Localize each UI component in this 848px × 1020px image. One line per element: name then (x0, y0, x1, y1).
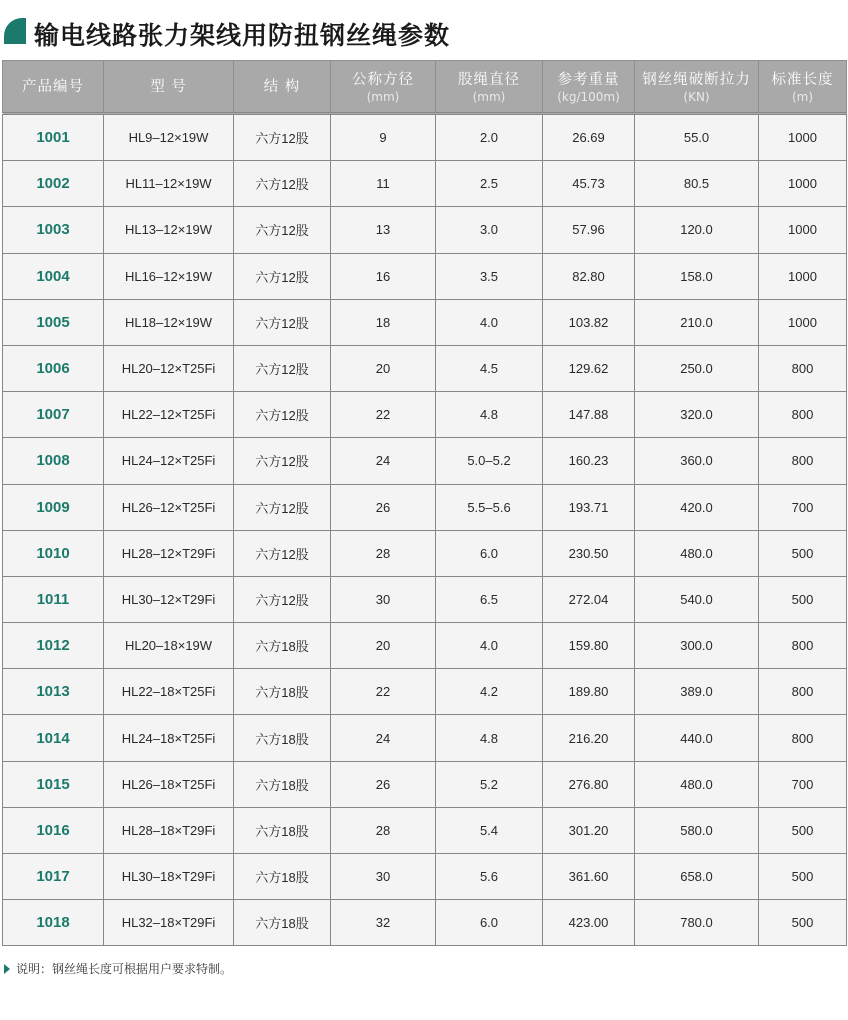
table-cell: 57.96 (543, 207, 635, 253)
table-cell: 1000 (759, 253, 847, 299)
table-cell: 28 (331, 530, 436, 576)
table-cell: HL30–18×T29Fi (104, 854, 234, 900)
table-cell: 5.6 (436, 854, 543, 900)
table-cell: 500 (759, 576, 847, 622)
table-cell: HL22–12×T25Fi (104, 392, 234, 438)
footnote-text: 说明：钢丝绳长度可根据用户要求特制。 (16, 962, 233, 976)
table-cell: HL24–12×T25Fi (104, 438, 234, 484)
table-cell: 129.62 (543, 345, 635, 391)
table-cell: 六方12股 (234, 114, 331, 161)
table-row (3, 530, 847, 576)
spec-table (2, 60, 847, 946)
table-row (3, 854, 847, 900)
table-cell: 5.5–5.6 (436, 484, 543, 530)
table-cell: 26 (331, 484, 436, 530)
table-cell: 六方12股 (234, 161, 331, 207)
product-code-cell: 1001 (3, 114, 104, 161)
table-cell: 216.20 (543, 715, 635, 761)
column-header (3, 61, 104, 114)
column-header-unit: (mm) (366, 89, 400, 104)
table-body (3, 114, 847, 946)
product-code-cell: 1010 (3, 530, 104, 576)
column-header-label: 标准长度 (771, 71, 834, 88)
table-cell: 800 (759, 715, 847, 761)
table-cell: 360.0 (635, 438, 759, 484)
table-cell: 六方12股 (234, 484, 331, 530)
table-cell: 159.80 (543, 623, 635, 669)
table-cell: 3.5 (436, 253, 543, 299)
table-cell: 272.04 (543, 576, 635, 622)
table-row (3, 900, 847, 946)
table-cell: 800 (759, 669, 847, 715)
table-cell: 45.73 (543, 161, 635, 207)
table-cell: 2.5 (436, 161, 543, 207)
table-cell: 301.20 (543, 807, 635, 853)
table-cell: 250.0 (635, 345, 759, 391)
table-cell: 六方18股 (234, 807, 331, 853)
table-cell: 3.0 (436, 207, 543, 253)
table-cell: 16 (331, 253, 436, 299)
table-cell: 30 (331, 576, 436, 622)
table-cell: 361.60 (543, 854, 635, 900)
product-code-cell: 1015 (3, 761, 104, 807)
table-cell: 1000 (759, 161, 847, 207)
column-header-label: 结 构 (263, 78, 301, 95)
table-cell: 六方12股 (234, 576, 331, 622)
product-code-cell: 1013 (3, 669, 104, 715)
product-code-cell: 1004 (3, 253, 104, 299)
product-code-cell: 1005 (3, 299, 104, 345)
table-cell: HL11–12×19W (104, 161, 234, 207)
table-row (3, 761, 847, 807)
title-marker-icon (4, 18, 26, 44)
table-cell: HL32–18×T29Fi (104, 900, 234, 946)
table-cell: 6.5 (436, 576, 543, 622)
table-cell: 24 (331, 438, 436, 484)
table-cell: 六方18股 (234, 715, 331, 761)
table-cell: 6.0 (436, 530, 543, 576)
table-cell: 147.88 (543, 392, 635, 438)
product-code-cell: 1008 (3, 438, 104, 484)
table-cell: 230.50 (543, 530, 635, 576)
table-cell: HL30–12×T29Fi (104, 576, 234, 622)
table-cell: 26 (331, 761, 436, 807)
table-cell: 六方12股 (234, 345, 331, 391)
table-cell: 800 (759, 392, 847, 438)
table-row (3, 392, 847, 438)
table-cell: 六方18股 (234, 623, 331, 669)
table-cell: 103.82 (543, 299, 635, 345)
table-cell: 82.80 (543, 253, 635, 299)
table-row (3, 576, 847, 622)
table-cell: 480.0 (635, 530, 759, 576)
table-cell: 658.0 (635, 854, 759, 900)
table-cell: 9 (331, 114, 436, 161)
product-code-cell: 1014 (3, 715, 104, 761)
column-header-label: 型 号 (150, 78, 187, 95)
product-code-cell: 1016 (3, 807, 104, 853)
table-cell: 26.69 (543, 114, 635, 161)
table-cell: 389.0 (635, 669, 759, 715)
table-cell: 六方12股 (234, 207, 331, 253)
table-cell: 六方12股 (234, 299, 331, 345)
footnote (4, 960, 232, 977)
table-cell: 540.0 (635, 576, 759, 622)
table-cell: 4.8 (436, 715, 543, 761)
column-header-label: 公称方径 (352, 71, 414, 88)
column-header (436, 61, 543, 114)
table-cell: HL24–18×T25Fi (104, 715, 234, 761)
table-cell: HL20–12×T25Fi (104, 345, 234, 391)
table-cell: HL28–18×T29Fi (104, 807, 234, 853)
product-code-cell: 1006 (3, 345, 104, 391)
column-header-unit: (KN) (683, 89, 710, 104)
table-cell: 28 (331, 807, 436, 853)
table-cell: 六方12股 (234, 253, 331, 299)
page-title: 输电线路张力架线用防扭钢丝绳参数 (34, 21, 451, 50)
table-cell: 22 (331, 669, 436, 715)
table-cell: 4.0 (436, 623, 543, 669)
product-code-cell: 1007 (3, 392, 104, 438)
table-row (3, 623, 847, 669)
table-cell: 800 (759, 438, 847, 484)
product-code-cell: 1011 (3, 576, 104, 622)
table-cell: 六方18股 (234, 854, 331, 900)
table-row (3, 299, 847, 345)
table-cell: 423.00 (543, 900, 635, 946)
table-cell: 1000 (759, 114, 847, 161)
table-cell: HL9–12×19W (104, 114, 234, 161)
table-cell: 500 (759, 807, 847, 853)
table-cell: 500 (759, 854, 847, 900)
table-cell: 5.4 (436, 807, 543, 853)
column-header-unit: (mm) (472, 89, 506, 104)
table-row (3, 114, 847, 161)
table-cell: HL13–12×19W (104, 207, 234, 253)
table-cell: 六方12股 (234, 392, 331, 438)
table-cell: 700 (759, 484, 847, 530)
product-code-cell: 1017 (3, 854, 104, 900)
column-header-unit: (kg/100m) (557, 89, 620, 104)
column-header (234, 61, 331, 114)
table-cell: 1000 (759, 299, 847, 345)
table-cell: 700 (759, 761, 847, 807)
table-cell: 2.0 (436, 114, 543, 161)
table-cell: HL28–12×T29Fi (104, 530, 234, 576)
table-cell: 六方12股 (234, 438, 331, 484)
table-cell: 276.80 (543, 761, 635, 807)
column-header-label: 产品编号 (22, 78, 84, 95)
table-cell: 780.0 (635, 900, 759, 946)
table-cell: 11 (331, 161, 436, 207)
arrow-right-icon (4, 964, 10, 974)
table-row (3, 438, 847, 484)
table-cell: 20 (331, 345, 436, 391)
table-cell: 440.0 (635, 715, 759, 761)
table-row (3, 484, 847, 530)
column-header-label: 钢丝绳破断拉力 (642, 71, 751, 88)
table-cell: 18 (331, 299, 436, 345)
table-cell: 六方12股 (234, 530, 331, 576)
table-cell: 55.0 (635, 114, 759, 161)
table-cell: 480.0 (635, 761, 759, 807)
table-cell: 320.0 (635, 392, 759, 438)
table-cell: 24 (331, 715, 436, 761)
table-cell: 193.71 (543, 484, 635, 530)
table-cell: 4.0 (436, 299, 543, 345)
table-cell: 4.5 (436, 345, 543, 391)
column-header (635, 61, 759, 114)
table-row (3, 807, 847, 853)
table-cell: 六方18股 (234, 900, 331, 946)
table-cell: 189.80 (543, 669, 635, 715)
table-row (3, 345, 847, 391)
table-cell: 32 (331, 900, 436, 946)
table-cell: 5.2 (436, 761, 543, 807)
table-cell: 30 (331, 854, 436, 900)
table-cell: 5.0–5.2 (436, 438, 543, 484)
table-cell: 800 (759, 345, 847, 391)
column-header (759, 61, 847, 114)
table-cell: HL18–12×19W (104, 299, 234, 345)
column-header (543, 61, 635, 114)
table-row (3, 715, 847, 761)
table-cell: 4.8 (436, 392, 543, 438)
table-cell: HL26–18×T25Fi (104, 761, 234, 807)
table-cell: 80.5 (635, 161, 759, 207)
product-code-cell: 1002 (3, 161, 104, 207)
table-cell: 800 (759, 623, 847, 669)
table-cell: 500 (759, 530, 847, 576)
table-cell: HL16–12×19W (104, 253, 234, 299)
table-row (3, 669, 847, 715)
table-cell: HL22–18×T25Fi (104, 669, 234, 715)
column-header-unit: (m) (791, 89, 814, 104)
table-cell: HL20–18×19W (104, 623, 234, 669)
table-cell: 22 (331, 392, 436, 438)
table-cell: 六方18股 (234, 761, 331, 807)
product-code-cell: 1003 (3, 207, 104, 253)
table-cell: HL26–12×T25Fi (104, 484, 234, 530)
table-cell: 13 (331, 207, 436, 253)
table-cell: 300.0 (635, 623, 759, 669)
table-row (3, 207, 847, 253)
table-cell: 20 (331, 623, 436, 669)
product-code-cell: 1012 (3, 623, 104, 669)
column-header (331, 61, 436, 114)
table-cell: 6.0 (436, 900, 543, 946)
table-cell: 420.0 (635, 484, 759, 530)
column-header-label: 参考重量 (557, 71, 620, 88)
table-cell: 120.0 (635, 207, 759, 253)
table-cell: 六方18股 (234, 669, 331, 715)
column-header (104, 61, 234, 114)
table-row (3, 253, 847, 299)
table-cell: 580.0 (635, 807, 759, 853)
title-bar (0, 12, 848, 52)
table-cell: 1000 (759, 207, 847, 253)
product-code-cell: 1018 (3, 900, 104, 946)
table-cell: 4.2 (436, 669, 543, 715)
product-code-cell: 1009 (3, 484, 104, 530)
column-header-label: 股绳直径 (458, 71, 520, 88)
table-cell: 500 (759, 900, 847, 946)
table-row (3, 161, 847, 207)
table-cell: 158.0 (635, 253, 759, 299)
table-header-row (3, 61, 847, 114)
table-cell: 160.23 (543, 438, 635, 484)
table-cell: 210.0 (635, 299, 759, 345)
